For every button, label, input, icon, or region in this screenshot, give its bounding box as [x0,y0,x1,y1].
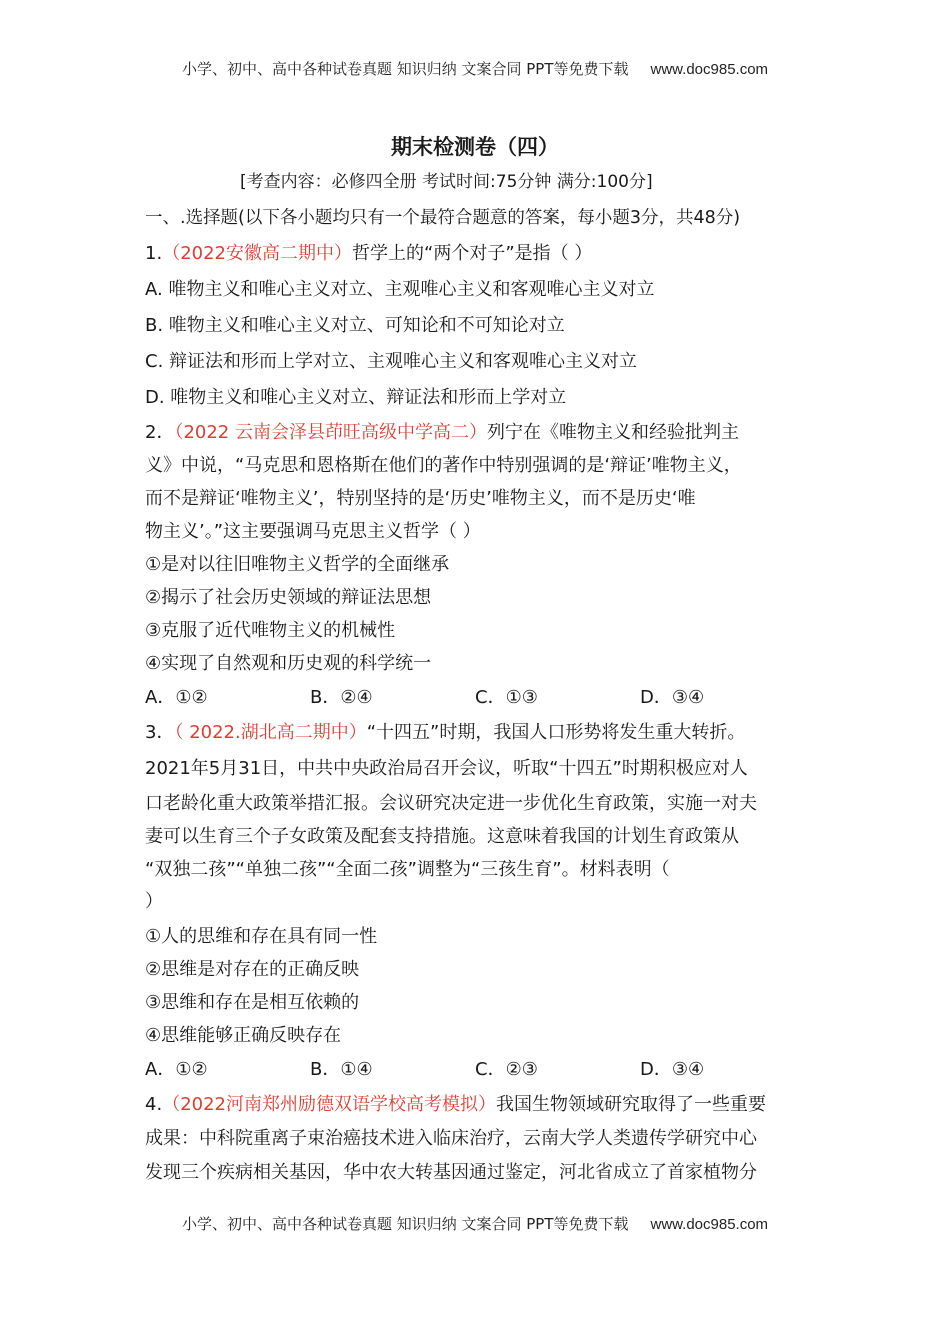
q2-statement-4: ④实现了自然观和历史观的科学统一 [145,653,432,674]
q3-statement-4: ④思维能够正确反映存在 [145,1025,342,1046]
q3-option-d: D．③④ [640,1059,705,1080]
q3-stem-line-1: 3．（ 2022.湖北高二期中）“十四五”时期，我国人口形势将发生重大转折。 [145,722,746,743]
q3-stem-line-2: 2021年5月31日，中共中央政治局召开会议，听取“十四五”时期积极应对人 [145,758,748,779]
q2-options [145,686,704,710]
q2-option-b: B．②④ [310,687,373,708]
q3-options [145,1058,704,1082]
q2-stem-line-2: 义》中说，“马克思和恩格斯在他们的著作中特别强调的是‘辩证’唯物主义， [145,455,742,476]
q2-statement-1: ①是对以往旧唯物主义哲学的全面继承 [145,554,450,575]
q2-stem-line-1: 2．（2022 云南会泽县茚旺高级中学高二）列宁在《唯物主义和经验批判主 [145,422,739,443]
q4-stem-line-1: 4.（2022河南郑州励德双语学校高考模拟）我国生物领域研究取得了一些重要 [145,1094,766,1115]
q3-option-c: C．②③ [475,1059,538,1080]
q3-option-b: B．①④ [310,1059,373,1080]
q3-stem-line-4: 妻可以生育三个子女政策及配套支持措施。这意味着我国的计划生育政策从 [145,826,739,847]
q2-option-d: D．③④ [640,687,705,708]
q4-source: 2022河南郑州励德双语学校高考模拟 [180,1094,478,1115]
section-heading: 一、.选择题(以下各小题均只有一个最符合题意的答案，每小题3分，共48分) [145,208,741,228]
q3-source: 2022.湖北高二期中 [189,722,349,743]
q1-stem: 1.（2022安徽高二期中）哲学上的“两个对子”是指（ ） [145,243,593,264]
q3-statement-3: ③思维和存在是相互依赖的 [145,992,360,1013]
q2-option-a: A．①② [145,687,208,708]
q3-option-a: A．①② [145,1059,208,1080]
q1-option-b: B. 唯物主义和唯心主义对立、可知论和不可知论对立 [145,315,565,336]
q2-statement-3: ③克服了近代唯物主义的机械性 [145,620,396,641]
page-header [0,58,950,79]
q2-stem-line-4: 物主义’。”这主要强调马克思主义哲学（ ） [145,521,481,542]
q4-number: 4. [145,1094,163,1115]
exam-title: 期末检测卷（四） [391,134,559,159]
q3-stem-line-3: 口老龄化重大政策举措汇报。会议研究决定进一步优化生育政策，实施一对夫 [145,793,757,814]
q1-option-a: A. 唯物主义和唯心主义对立、主观唯心主义和客观唯心主义对立 [145,279,655,300]
q1-option-d: D. 唯物主义和唯心主义对立、辩证法和形而上学对立 [145,387,567,408]
footer-text: 小学、初中、高中各种试卷真题 知识归纳 文案合同 PPT等免费下载 [181,1215,629,1233]
q1-source: 2022安徽高二期中 [180,243,334,264]
q3-statement-2: ②思维是对存在的正确反映 [145,959,360,980]
q1-text: 哲学上的“两个对子”是指（ ） [352,243,593,264]
q2-number: 2． [145,422,175,443]
q3-stem-line-5: “双独二孩”“单独二孩”“全面二孩”调整为“三孩生育”。材料表明（ [145,859,670,880]
q4-stem-line-2: 成果：中科院重离子束治癌技术进入临床治疗，云南大学人类遗传学研究中心 [145,1128,757,1149]
page-footer [0,1213,950,1234]
header-url[interactable]: www.doc985.com [650,61,769,78]
footer-url[interactable]: www.doc985.com [650,1216,769,1233]
q2-source: 2022 云南会泽县茚旺高级中学高二 [183,422,469,443]
q2-statement-2: ②揭示了社会历史领域的辩证法思想 [145,587,432,608]
header-text: 小学、初中、高中各种试卷真题 知识归纳 文案合同 PPT等免费下载 [181,60,629,78]
q3-statement-1: ①人的思维和存在具有同一性 [145,926,378,947]
q4-stem-line-3: 发现三个疾病相关基因，华中农大转基因通过鉴定，河北省成立了首家植物分 [145,1162,757,1183]
q2-stem-line-3: 而不是辩证‘唯物主义’，特别坚持的是‘历史’唯物主义，而不是历史‘唯 [145,488,696,509]
q1-option-c: C. 辩证法和形而上学对立、主观唯心主义和客观唯心主义对立 [145,351,638,372]
q3-number: 3． [145,722,175,743]
exam-subtitle: [考查内容：必修四全册 考试时间:75分钟 满分:100分] [240,172,653,192]
q2-option-c: C．①③ [475,687,538,708]
q3-stem-line-6: ） [145,891,163,912]
q1-number: 1. [145,243,163,264]
